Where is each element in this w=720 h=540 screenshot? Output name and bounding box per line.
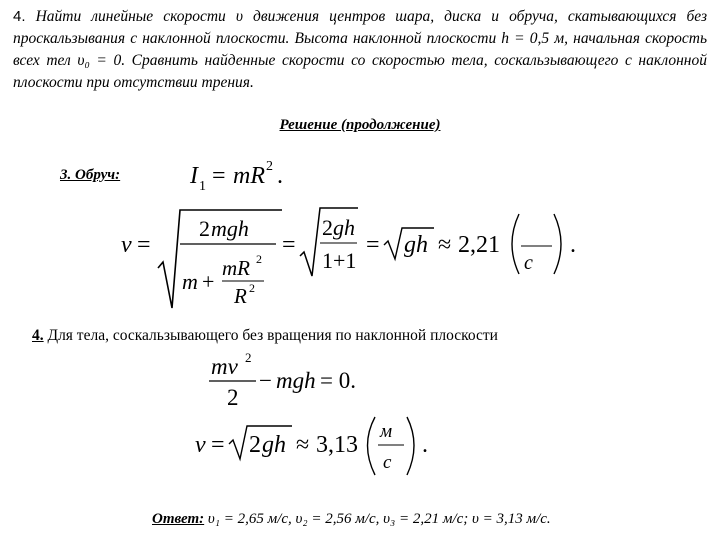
svg-text:gh: gh (404, 232, 428, 258)
svg-text:2: 2 (199, 216, 210, 241)
svg-text:≈: ≈ (438, 232, 452, 258)
hoop-result: 2,21 (458, 232, 500, 258)
svg-text:=: = (282, 232, 296, 258)
sliding-number: 4. (32, 327, 44, 344)
svg-text:2: 2 (266, 159, 273, 174)
svg-text:=: = (211, 432, 225, 458)
svg-text:.: . (422, 432, 428, 458)
svg-text:=: = (212, 163, 226, 189)
svg-text:v: v (195, 432, 206, 458)
inertia-formula-text (0, 0, 1, 1)
energy-formula (209, 350, 356, 410)
svg-text:mR: mR (233, 163, 265, 189)
sliding-unit-den: с (383, 452, 392, 473)
svg-text:= 0.: = 0. (320, 368, 356, 393)
svg-text:mgh: mgh (276, 368, 316, 393)
sliding-text: Для тела, соскальзывающего без вращения по наклонной плоскости (47, 327, 498, 344)
svg-text:1+1: 1+1 (322, 248, 357, 273)
solution-heading: Решение (продолжение) (279, 117, 441, 133)
problem-number: 4. (13, 8, 26, 25)
problem-text: Найти линейные скорости υ движения центров шара, диска и обруча, скатывающихся без проскальзывания с наклонной плоскости. Высота наклонной плоскости h = 0,5 м, начальная скорость всех тел υ₀ = 0. Сравнить найденные скорости со скоростью тела, соскальзывающего с наклонной плоскости при отсутствии трения. (13, 8, 707, 91)
svg-text:2: 2 (227, 385, 239, 410)
svg-text:+: + (202, 269, 215, 294)
svg-text:1: 1 (199, 179, 206, 194)
hoop-label: 3. Обруч: (60, 167, 121, 183)
sliding-statement (32, 327, 498, 345)
svg-text:2: 2 (256, 252, 262, 266)
svg-text:2: 2 (322, 215, 333, 240)
svg-text:gh: gh (262, 432, 286, 458)
svg-text:.: . (570, 232, 576, 258)
svg-text:m: m (182, 269, 198, 294)
svg-text:v: v (121, 232, 132, 258)
svg-text:mR: mR (222, 256, 250, 280)
svg-text:2: 2 (245, 350, 252, 365)
hoop-unit-den: с (524, 252, 533, 274)
svg-text:=: = (366, 232, 380, 258)
answer-line (152, 511, 551, 528)
svg-text:=: = (137, 232, 151, 258)
sliding-velocity-formula (195, 417, 428, 475)
svg-text:I: I (190, 163, 198, 189)
svg-text:2: 2 (249, 281, 255, 295)
answer-label: Ответ: (152, 511, 205, 527)
svg-text:gh: gh (333, 215, 355, 240)
answer-text: υ₁ = 2,65 м/с, υ₂ = 2,56 м/с, υ₃ = 2,21 м/с; υ = 3,13 м/с. (207, 511, 551, 527)
svg-text:mv: mv (211, 354, 238, 379)
svg-text:≈: ≈ (296, 432, 310, 458)
svg-text:−: − (259, 368, 272, 393)
svg-text:mgh: mgh (211, 216, 249, 241)
inertia-formula (189, 159, 283, 194)
svg-text:R: R (234, 284, 247, 308)
hoop-velocity-formula (121, 208, 576, 308)
sliding-result: 3,13 (316, 432, 358, 458)
svg-text:.: . (277, 163, 283, 189)
svg-text:2: 2 (249, 432, 261, 458)
sliding-unit-num: м (380, 421, 393, 442)
